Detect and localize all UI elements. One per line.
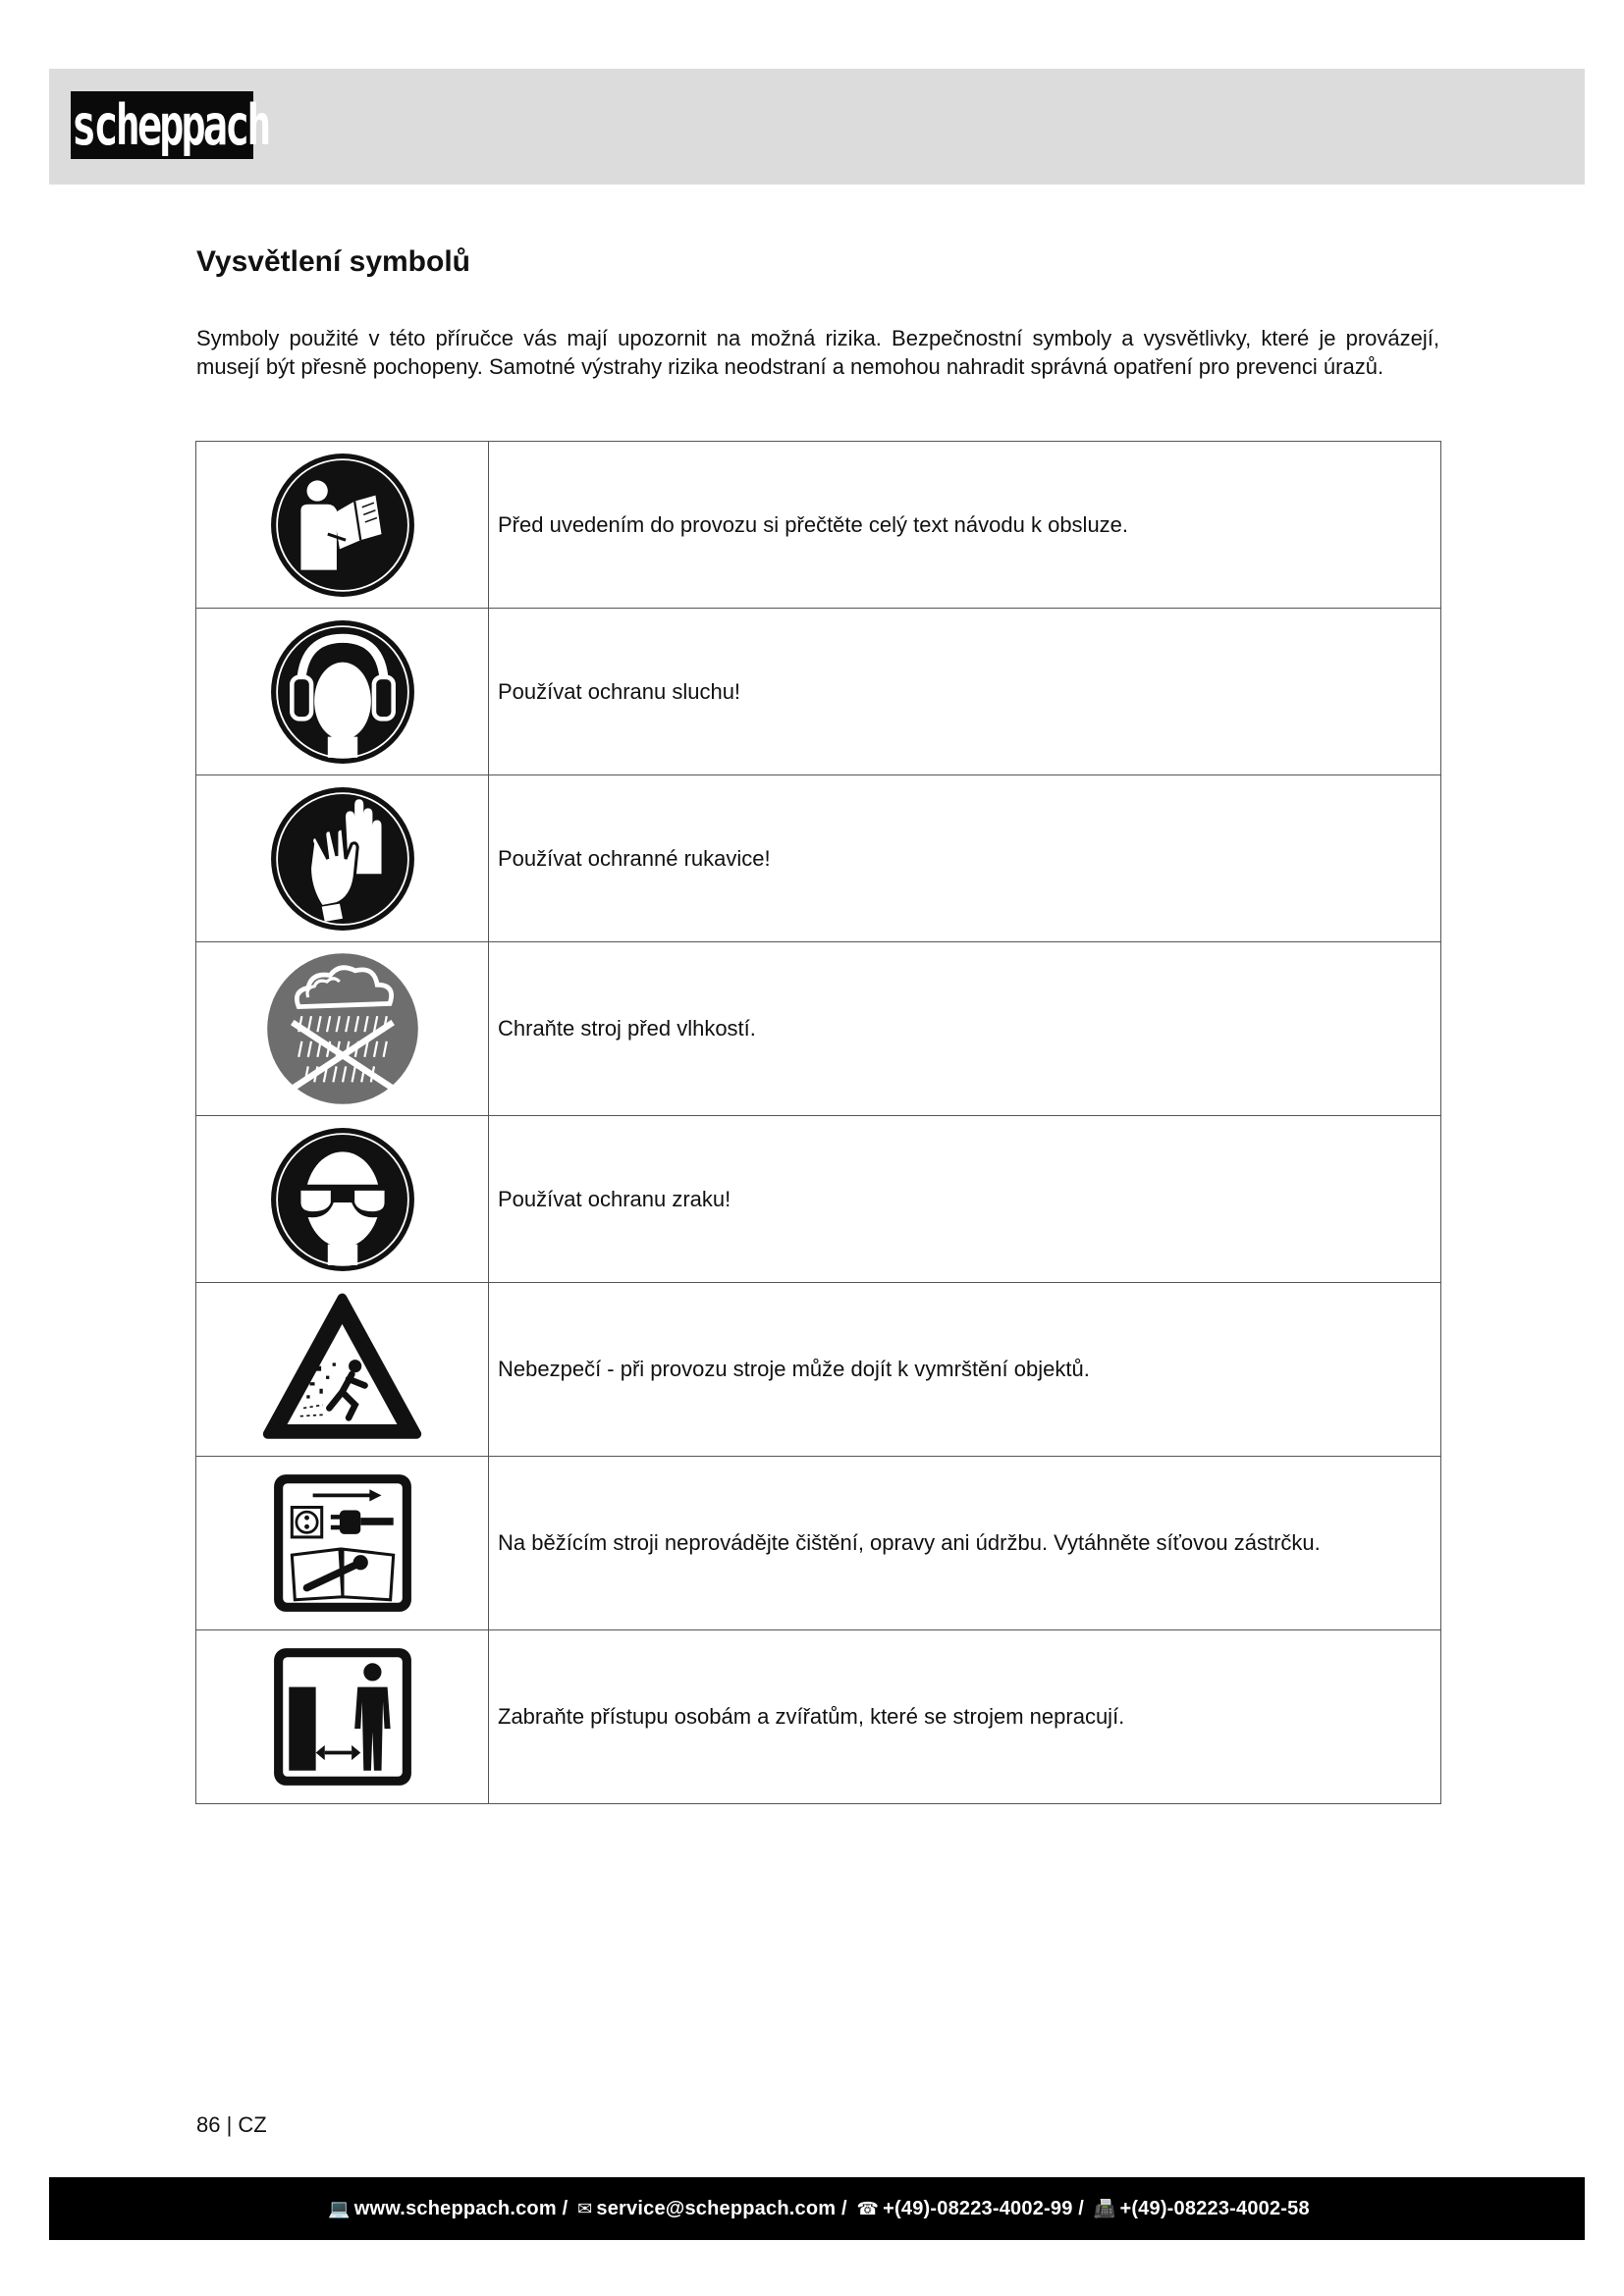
icon-cell	[196, 942, 489, 1116]
icon-cell	[196, 442, 489, 609]
symbol-description: Používat ochranné rukavice!	[489, 775, 1441, 942]
symbol-description: Na běžícím stroji neprovádějte čištění, opravy ani údržbu. Vytáhněte síťovou zástrčku.	[489, 1457, 1441, 1630]
email-icon: ✉	[577, 2198, 593, 2218]
computer-icon: 💻	[328, 2198, 351, 2218]
table-row	[196, 442, 1441, 609]
footer-fax: +(49)-08223-4002-58	[1119, 2197, 1310, 2219]
footer-phone: +(49)-08223-4002-99	[883, 2197, 1073, 2219]
symbol-description: Zabraňte přístupu osobám a zvířatům, které se strojem nepracují.	[489, 1630, 1441, 1804]
scheppach-logo	[71, 91, 269, 159]
table-row	[196, 1630, 1441, 1804]
phone-icon: ☎	[856, 2198, 880, 2218]
icon-cell	[196, 775, 489, 942]
keep-bystanders-away-icon	[268, 1642, 417, 1791]
intro-paragraph: Symboly použité v této příručce vás mají upozornit na možná rizika. Bezpečnostní symboly a vysvětlivky, které je provázejí, musejí být přesně pochopeny. Samotné výstrahy rizika neodstraní a nemohou nahradit správná opatření pro prevenci úrazů.	[196, 326, 1439, 379]
fax-icon: 📠	[1093, 2198, 1116, 2218]
unplug-before-maintenance-icon	[268, 1468, 417, 1618]
table-row	[196, 1283, 1441, 1457]
eye-protection-icon	[268, 1125, 417, 1274]
table-row	[196, 609, 1441, 775]
table-row	[196, 1457, 1441, 1630]
logo-text: scheppach	[72, 92, 269, 158]
icon-cell	[196, 1116, 489, 1283]
symbols-table	[195, 441, 1441, 1804]
symbol-description: Před uvedením do provozu si přečtěte celý text návodu k obsluze.	[489, 442, 1441, 609]
table-row	[196, 942, 1441, 1116]
protect-from-moisture-icon	[264, 950, 421, 1107]
page-number: 86 | CZ	[196, 2112, 267, 2137]
symbol-description: Nebezpečí - při provozu stroje může dojít k vymrštění objektů.	[489, 1283, 1441, 1457]
flying-objects-warning-icon	[261, 1292, 423, 1447]
read-manual-icon	[268, 451, 417, 600]
header-band	[49, 69, 1585, 185]
hearing-protection-icon	[268, 617, 417, 767]
page-title: Vysvětlení symbolů	[196, 245, 470, 278]
symbol-description: Chraňte stroj před vlhkostí.	[489, 942, 1441, 1116]
footer-website-link[interactable]: www.scheppach.com	[353, 2197, 557, 2219]
footer-band: 💻 www.scheppach.com / ✉ service@scheppach.com / ☎ +(49)-08223-4002-99 / 📠 +(49)-08223-4002-58	[49, 2177, 1585, 2240]
table-row	[196, 1116, 1441, 1283]
symbol-description: Používat ochranu sluchu!	[489, 609, 1441, 775]
footer-email-link[interactable]: service@scheppach.com	[596, 2197, 837, 2219]
icon-cell	[196, 1283, 489, 1457]
icon-cell	[196, 1457, 489, 1630]
symbol-description: Používat ochranu zraku!	[489, 1116, 1441, 1283]
protective-gloves-icon	[268, 784, 417, 934]
table-row	[196, 775, 1441, 942]
icon-cell	[196, 1630, 489, 1804]
icon-cell	[196, 609, 489, 775]
